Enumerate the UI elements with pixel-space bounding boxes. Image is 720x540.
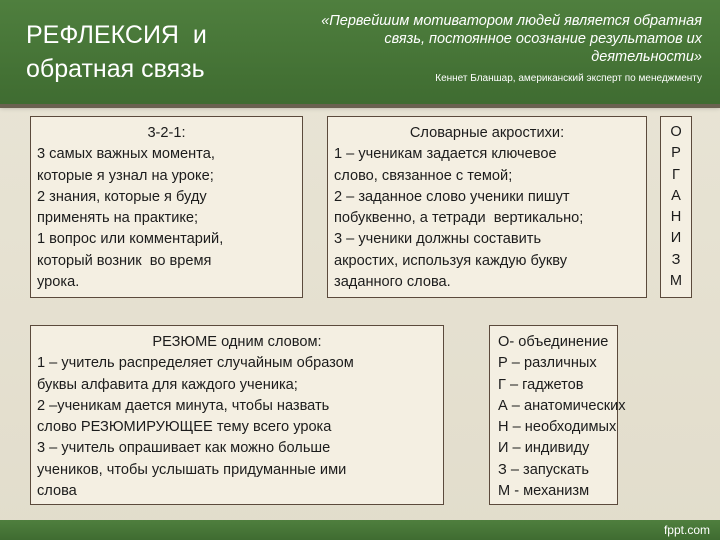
box-resume-line: 1 – учитель распределяет случайным образом <box>37 355 354 372</box>
vertical-letter: З <box>671 251 681 268</box>
slide-title <box>26 18 256 86</box>
box-resume-line: слово РЕЗЮМИРУЮЩЕЕ тему всего урока <box>37 419 332 436</box>
title-line-2: обратная связь <box>26 55 205 83</box>
box-acro-line: побуквенно, а тетради вертикально; <box>334 210 584 227</box>
box-321-line: 3 самых важных момента, <box>37 146 215 163</box>
box-organism-acrostic <box>489 325 626 505</box>
title-line-1: РЕФЛЕКСИЯ и <box>26 21 207 49</box>
header-divider <box>0 104 720 108</box>
box-321-line: урока. <box>37 274 80 291</box>
box-acrostics <box>327 116 647 298</box>
box-vertical-word <box>660 116 692 298</box>
box-resume-line: слова <box>37 483 77 500</box>
box-acro-line: заданного слова. <box>334 274 451 291</box>
vertical-letter: М <box>669 273 683 290</box>
organism-line: И – индивиду <box>498 440 590 457</box>
vertical-letter: Г <box>672 166 680 183</box>
quote <box>278 12 702 66</box>
box-acro-line: акростих, используя каждую букву <box>334 252 568 269</box>
vertical-letter: Р <box>671 145 681 162</box>
box-321-line: который возник во время <box>37 252 212 269</box>
box-resume-line: учеников, чтобы услышать придуманные ими <box>37 461 347 478</box>
box-acro-line: 2 – заданное слово ученики пишут <box>334 188 570 205</box>
box-resume-line: 2 –ученикам дается минута, чтобы назвать <box>37 397 330 414</box>
box-acro-line: 3 – ученики должны составить <box>334 231 542 248</box>
box-acro-line: 1 – ученикам задается ключевое <box>334 146 557 163</box>
box-acro-line: слово, связанное с темой; <box>334 167 513 184</box>
box-resume-line: РЕЗЮМЕ одним словом: <box>152 334 322 350</box>
vertical-letter: Н <box>670 209 682 226</box>
box-321-line: которые я узнал на уроке; <box>37 167 214 184</box>
quote-line-3: деятельности» <box>591 49 702 65</box>
vertical-letter: А <box>671 187 681 204</box>
organism-line: З – запускать <box>498 461 589 478</box>
box-resume <box>30 325 444 505</box>
box-321-line: 3-2-1: <box>147 125 186 141</box>
box-321-line: 1 вопрос или комментарий, <box>37 231 224 248</box>
quote-line-2: связь, постоянное осознание результатов их <box>384 31 702 47</box>
footer-brand: fppt.com <box>663 523 710 537</box>
organism-line: О- объединение <box>498 334 609 350</box>
box-321-line: применять на практике; <box>37 210 199 227</box>
organism-line: Г – гаджетов <box>498 376 584 393</box>
box-3-2-1 <box>30 116 303 298</box>
organism-line: Р – различных <box>498 355 597 372</box>
vertical-letter: И <box>670 230 682 247</box>
box-acro-line: Словарные акростихи: <box>409 125 565 141</box>
box-321-line: 2 знания, которые я буду <box>37 188 207 205</box>
quote-author: Кеннет Бланшар, американский эксперт по менеджменту <box>435 73 702 84</box>
quote-line-1: «Первейшим мотиватором людей является обратная <box>321 13 702 29</box>
organism-line: А – анатомических <box>498 397 626 414</box>
vertical-letter: О <box>670 124 682 140</box>
organism-line: Н – необходимых <box>498 419 617 436</box>
box-resume-line: буквы алфавита для каждого ученика; <box>37 376 298 393</box>
organism-line: М - механизм <box>498 483 590 500</box>
box-resume-line: 3 – учитель опрашивает как можно больше <box>37 440 331 457</box>
footer-bar <box>0 520 720 540</box>
